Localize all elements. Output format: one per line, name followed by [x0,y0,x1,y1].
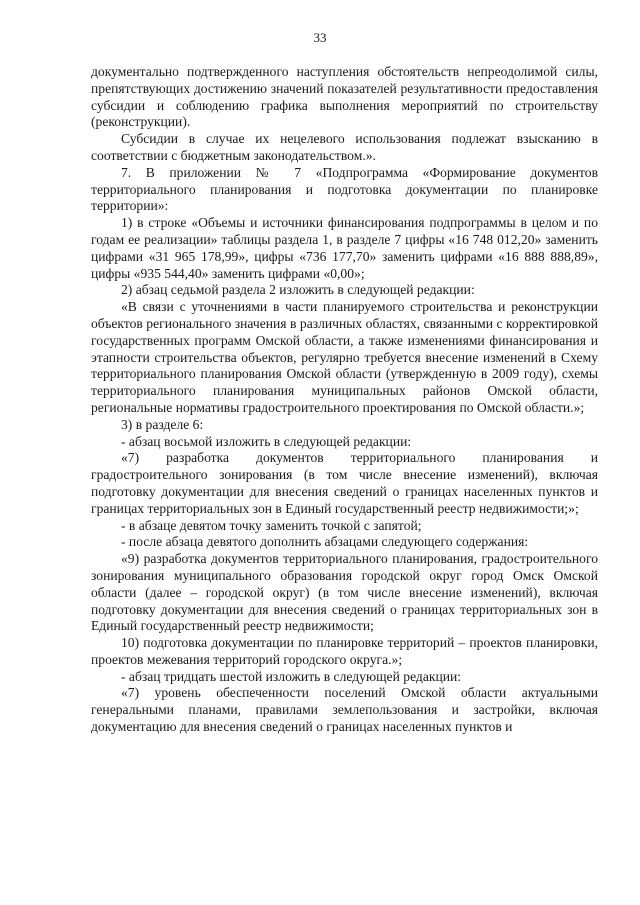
paragraph: «7) уровень обеспеченности поселений Омской области актуальными генеральными планами, правилами землепользования и застройки, включая документацию для внесения сведений о границах населенных пунктов и [91,685,598,735]
paragraph: «7) разработка документов территориального планирования и градостроительного зонирования (в том числе внесение изменений), включая подготовку документации для внесения сведений о границах населенных пунктов и границах территориальных зон в Единый государственный реестр недвижимости;»; [91,450,598,516]
paragraph: 1) в строке «Объемы и источники финансирования подпрограммы в целом и по годам ее реализации» таблицы раздела 1, в разделе 7 цифры «16 748 012,20» заменить цифрами «31 965 178,99», цифры «736 177,70» заменить цифрами «16 888 888,89», цифры «935 544,40» заменить цифрами «0,00»; [91,215,598,281]
page-number: 33 [313,30,327,45]
paragraph: Субсидии в случае их нецелевого использования подлежат взысканию в соответствии с бюджетным законодательством.». [91,131,598,163]
paragraph: - абзац восьмой изложить в следующей редакции: [121,433,412,449]
paragraph: «9) разработка документов территориального планирования, градостроительного зонирования муниципального образования городской округ город Омск Омской области (далее – городской округ) (в том числе внесение изменений), включая подготовку документации для внесения сведений о границах территориальных зон в Единый государственный реестр недвижимости; [91,551,598,634]
paragraph: 3) в разделе 6: [121,416,204,432]
document-body [91,64,598,736]
paragraph: - в абзаце девятом точку заменить точкой с запятой; [121,517,422,533]
paragraph: - после абзаца девятого дополнить абзацами следующего содержания: [121,534,529,550]
paragraph: документально подтвержденного наступления обстоятельств непреодолимой силы, препятствующих достижению значений показателей результативности предоставления субсидии и соблюдению графика выполнения мероприятий по строительству (реконструкции). [91,64,598,130]
paragraph: 10) подготовка документации по планировке территорий – проектов планировки, проектов межевания территорий городского округа.»; [91,635,598,667]
paragraph: 2) абзац седьмой раздела 2 изложить в следующей редакции: [121,282,475,298]
paragraph: - абзац тридцать шестой изложить в следующей редакции: [121,668,462,684]
paragraph: 7. В приложении № 7 «Подпрограмма «Формирование документов территориального планирования и подготовка документации по планировке территории»: [91,164,598,214]
paragraph: «В связи с уточнениями в части планируемого строительства и реконструкции объектов регионального значения в различных областях, связанными с корректировкой государственных программ Омской области, а также изменениями финансирования и этапности строительства объектов, регулярно требуется внесение изменений в Схему территориального планирования Омской области (утвержденную в 2009 году), схемы территориального планирования муниципальных районов Омской области, региональные нормативы градостроительного проектирования по Омской области.»; [91,299,598,415]
